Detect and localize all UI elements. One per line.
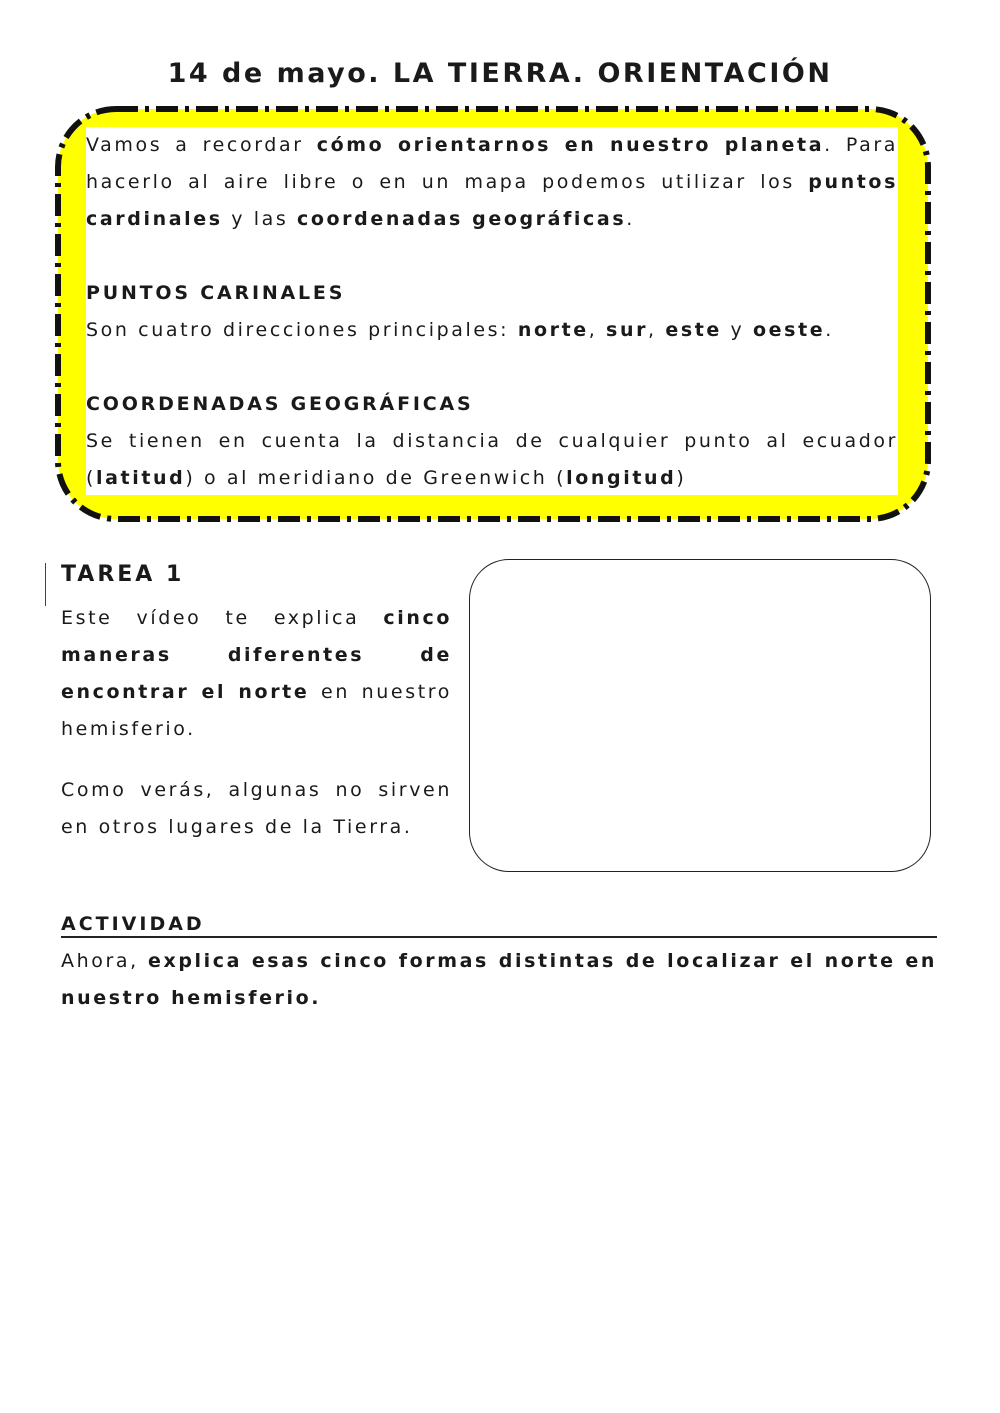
task-title: TAREA 1 <box>61 562 185 587</box>
coordinates-heading: COORDENADAS GEOGRÁFICAS <box>86 393 474 415</box>
video-placeholder[interactable] <box>469 559 931 872</box>
intro-paragraph: Vamos a recordar cómo orientarnos en nuestro planeta. Para hacerlo al aire libre o en un mapa podemos utilizar los puntos cardinales y las coordenadas geográficas. <box>86 134 898 230</box>
intro-text-box <box>86 127 898 495</box>
activity-instructions: Ahora, explica esas cinco formas distintas de localizar el norte en nuestro hemisferio. <box>61 950 938 1009</box>
page-title: 14 de mayo. LA TIERRA. ORIENTACIÓN <box>167 58 833 89</box>
coordinates-text: Se tienen en cuenta la distancia de cualquier punto al ecuador (latitud) o al meridiano de Greenwich (longitud) <box>86 430 898 489</box>
activity-title: ACTIVIDAD <box>61 913 205 935</box>
text-cursor <box>45 563 46 606</box>
task-paragraph-1: Este vídeo te explica cinco maneras diferentes de encontrar el norte en nuestro hemisferio. <box>61 607 452 740</box>
cardinal-points-heading: PUNTOS CARINALES <box>86 282 346 304</box>
task-paragraph-2: Como verás, algunas no sirven en otros lugares de la Tierra. <box>61 779 452 838</box>
cardinal-points-text: Son cuatro direcciones principales: norte, sur, este y oeste. <box>86 319 834 341</box>
activity-heading-line <box>61 912 937 938</box>
task-text <box>61 600 452 846</box>
